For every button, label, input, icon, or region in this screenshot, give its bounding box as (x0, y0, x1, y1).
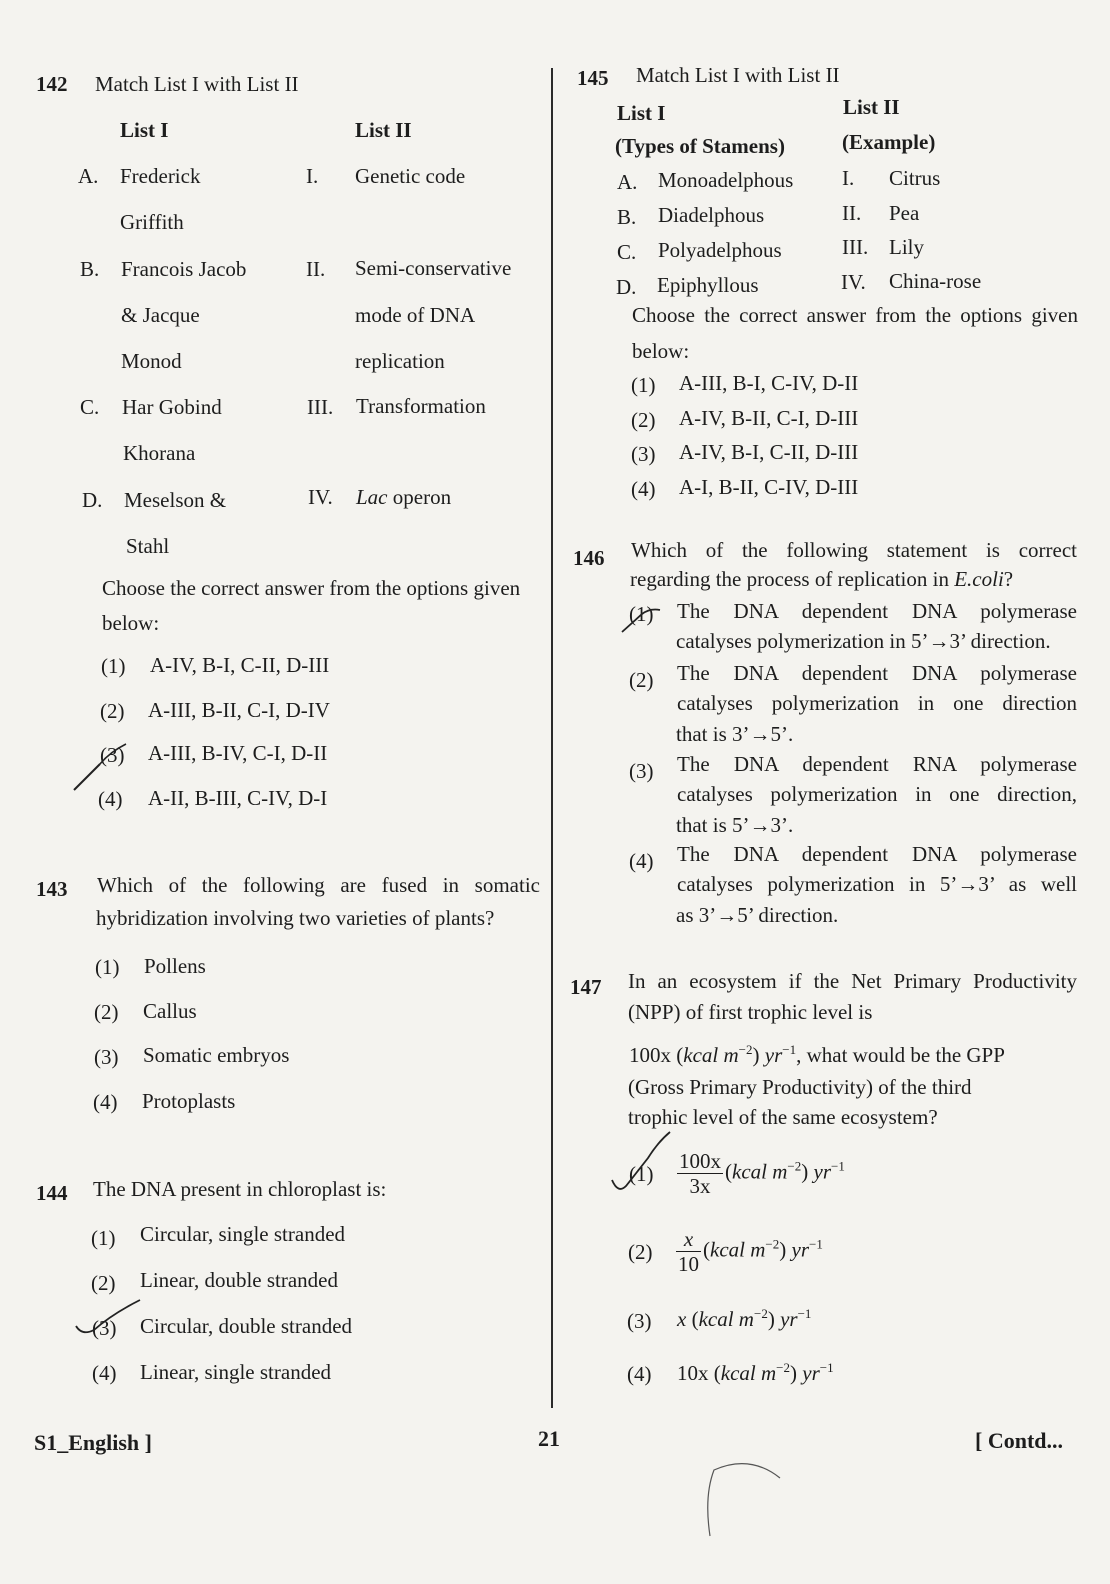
option-4-number: (4) (92, 1361, 117, 1385)
npp-expression: 100x (kcal $m^{-2}$) $yr^{-1}$, what would be the GPP (629, 1042, 1005, 1067)
option-1-text: Circular, single stranded (140, 1222, 346, 1246)
option-4-number: (4) (629, 849, 654, 873)
option-3-number: (3) (92, 1316, 117, 1340)
row-d-list1-line2: Stahl (126, 534, 170, 558)
question-number: 147 (570, 975, 602, 999)
option-3-text: A-III, B-IV, C-I, D-II (148, 741, 328, 765)
option-4-line2: catalyses polymerization in 5’→3’ as well (677, 872, 1077, 896)
checkmark-icon (620, 606, 664, 636)
option-1-text: A-IV, B-I, C-II, D-III (150, 653, 330, 677)
row-d-list1: Epiphyllous (657, 273, 759, 297)
option-4-line1: The DNA dependent DNA polymerase (677, 842, 1077, 866)
option-1-line2: catalyses polymerization in 5’→3’ direction. (676, 629, 1051, 653)
option-2-text: Callus (143, 999, 197, 1023)
option-4-text: Linear, single stranded (140, 1360, 332, 1384)
question-stem-line2: (NPP) of first trophic level is (628, 1000, 873, 1024)
option-2-line2: catalyses polymerization in one direction (677, 691, 1077, 715)
option-2-number: (2) (100, 699, 125, 723)
option-2-line1: The DNA dependent DNA polymerase (677, 661, 1077, 685)
option-3-number: (3) (100, 743, 125, 767)
option-1-number: (1) (101, 654, 126, 678)
option-4-text: Protoplasts (142, 1089, 236, 1113)
option-1-number: (1) (631, 373, 656, 397)
option-4-line3: as 3’→5’ direction. (676, 903, 839, 927)
row-b-list2-line3: replication (355, 349, 445, 373)
option-4-text: A-I, B-II, C-IV, D-III (679, 475, 859, 499)
column-divider (551, 68, 553, 1408)
row-label-ii: II. (306, 257, 326, 281)
question-stem: The DNA present in chloroplast is: (93, 1177, 387, 1201)
row-b-list1-line1: Francois Jacob (121, 257, 247, 281)
row-a-list1-line1: Frederick (120, 164, 201, 188)
question-number: 146 (573, 546, 605, 570)
option-4-number: (4) (93, 1090, 118, 1114)
fraction: $\frac{100x}{3x}$ (679, 1149, 721, 1199)
question-stem-line1: In an ecosystem if the Net Primary Productivity (628, 969, 1077, 993)
row-label-b: B. (80, 257, 100, 281)
row-a-list1-line2: Griffith (120, 210, 184, 234)
row-a-list2-line1: Genetic code (355, 164, 466, 188)
option-3-text: Circular, double stranded (140, 1314, 353, 1338)
option-4-number: (4) (627, 1362, 652, 1386)
option-2-number: (2) (94, 1000, 119, 1024)
row-b-list1-line2: & Jacque (121, 303, 200, 327)
question-number: 144 (36, 1181, 68, 1205)
option-3-number: (3) (94, 1045, 119, 1069)
row-label-i: I. (842, 166, 855, 190)
row-label-b: B. (617, 205, 637, 229)
option-4-text: A-II, B-III, C-IV, D-I (148, 786, 328, 810)
row-c-list2: Lily (889, 235, 924, 259)
page-number: 21 (538, 1426, 560, 1451)
row-label-a: A. (78, 164, 99, 188)
continued-label: [ Contd... (975, 1428, 1064, 1453)
row-d-list2: China-rose (889, 269, 982, 293)
option-1-number: (1) (629, 1162, 654, 1186)
option-3-line3: that is 5’→3’. (676, 813, 794, 837)
row-c-list2-line1: Transformation (356, 394, 486, 418)
option-1-text: A-III, B-I, C-IV, D-II (679, 371, 859, 395)
question-stem-line4: (Gross Primary Productivity) of the third (628, 1075, 972, 1099)
option-1-line1: The DNA dependent DNA polymerase (677, 599, 1077, 623)
option-1-number: (1) (95, 955, 120, 979)
question-stem-line5: trophic level of the same ecosystem? (628, 1105, 938, 1129)
option-3-line2: catalyses polymerization in one direction, (677, 782, 1077, 806)
option-2-expression: $\frac{x}{10}$ (kcal $m^{-2}$) $yr^{-1}$ (678, 1227, 823, 1277)
option-4-number: (4) (631, 477, 656, 501)
row-label-a: A. (617, 170, 638, 194)
row-d-list2-line1: Lac operon (356, 485, 452, 509)
option-3-number: (3) (629, 759, 654, 783)
question-stem-line2: hybridization involving two varieties of plants? (96, 906, 495, 930)
row-a-list1: Monoadelphous (658, 168, 794, 192)
row-label-iii: III. (307, 395, 334, 419)
row-b-list2-line1: Semi-conservative (355, 256, 512, 280)
row-c-list1-line1: Har Gobind (122, 395, 222, 419)
option-3-number: (3) (627, 1309, 652, 1333)
row-label-iii: III. (842, 235, 869, 259)
question-stem: Match List I with List II (636, 63, 840, 87)
row-b-list2-line2: mode of DNA (355, 303, 476, 327)
option-2-text: A-IV, B-II, C-I, D-III (679, 406, 859, 430)
option-2-number: (2) (628, 1240, 653, 1264)
row-label-c: C. (617, 240, 637, 264)
option-3-number: (3) (631, 442, 656, 466)
row-b-list1-line3: Monod (121, 349, 182, 373)
option-2-text: Linear, double stranded (140, 1268, 339, 1292)
list-1-subheader: (Types of Stamens) (615, 134, 785, 158)
row-a-list2: Citrus (889, 166, 941, 190)
option-4-number: (4) (98, 787, 123, 811)
option-2-number: (2) (629, 668, 654, 692)
row-d-list1-line1: Meselson & (124, 488, 227, 512)
question-stem-line2: regarding the process of replication in E.coli? (630, 567, 1014, 591)
list-2-subheader: (Example) (842, 130, 936, 154)
row-label-iv: IV. (308, 485, 333, 509)
option-1-number: (1) (91, 1226, 116, 1250)
row-label-d: D. (616, 275, 637, 299)
checkmark-icon (72, 1296, 144, 1342)
row-label-c: C. (80, 395, 100, 419)
instruction-line2: below: (632, 339, 690, 363)
row-label-d: D. (82, 488, 103, 512)
row-c-list1: Polyadelphous (658, 238, 782, 262)
option-3-text: A-IV, B-I, C-II, D-III (679, 440, 859, 464)
row-c-list1-line2: Khorana (123, 441, 196, 465)
question-number: 142 (36, 72, 68, 96)
row-b-list2: Pea (889, 201, 920, 225)
checkmark-icon (70, 738, 130, 798)
option-1-text: Pollens (144, 954, 206, 978)
question-stem-line1: Which of the following are fused in somatic (97, 873, 540, 897)
option-3-expression: x (kcal $m^{-2}$) $yr^{-1}$ (677, 1306, 812, 1331)
option-4-expression: 10x (kcal $m^{-2}$) $yr^{-1}$ (677, 1360, 834, 1385)
option-2-line3: that is 3’→5’. (676, 722, 794, 746)
option-3-text: Somatic embryos (143, 1043, 290, 1067)
question-stem: Match List I with List II (95, 72, 299, 96)
option-2-number: (2) (631, 408, 656, 432)
checkmark-icon (608, 1128, 672, 1198)
option-1-number: (1) (629, 602, 654, 626)
list-2-header: List II (355, 118, 412, 142)
row-b-list1: Diadelphous (658, 203, 765, 227)
instruction-line1: Choose the correct answer from the options given (102, 576, 521, 600)
option-1-expression: $\frac{100x}{3x}$ (kcal $m^{-2}$) $yr^{-1}$ (679, 1149, 845, 1199)
row-label-ii: II. (842, 201, 862, 225)
list-2-header: List II (843, 95, 900, 119)
instruction-line2: below: (102, 611, 160, 635)
list-1-header: List I (617, 101, 666, 125)
list-1-header: List I (120, 118, 169, 142)
row-label-i: I. (306, 164, 319, 188)
paper-code: S1_English ] (34, 1430, 152, 1455)
option-3-line1: The DNA dependent RNA polymerase (677, 752, 1077, 776)
question-number: 143 (36, 877, 68, 901)
option-2-text: A-III, B-II, C-I, D-IV (148, 698, 330, 722)
fraction: $\frac{x}{10}$ (678, 1227, 699, 1277)
instruction-line1: Choose the correct answer from the options given (632, 303, 1078, 327)
question-number: 145 (577, 66, 609, 90)
question-stem-line1: Which of the following statement is correct (631, 538, 1077, 562)
pencil-arc-icon (700, 1456, 790, 1546)
option-2-number: (2) (91, 1271, 116, 1295)
row-label-iv: IV. (841, 270, 866, 294)
